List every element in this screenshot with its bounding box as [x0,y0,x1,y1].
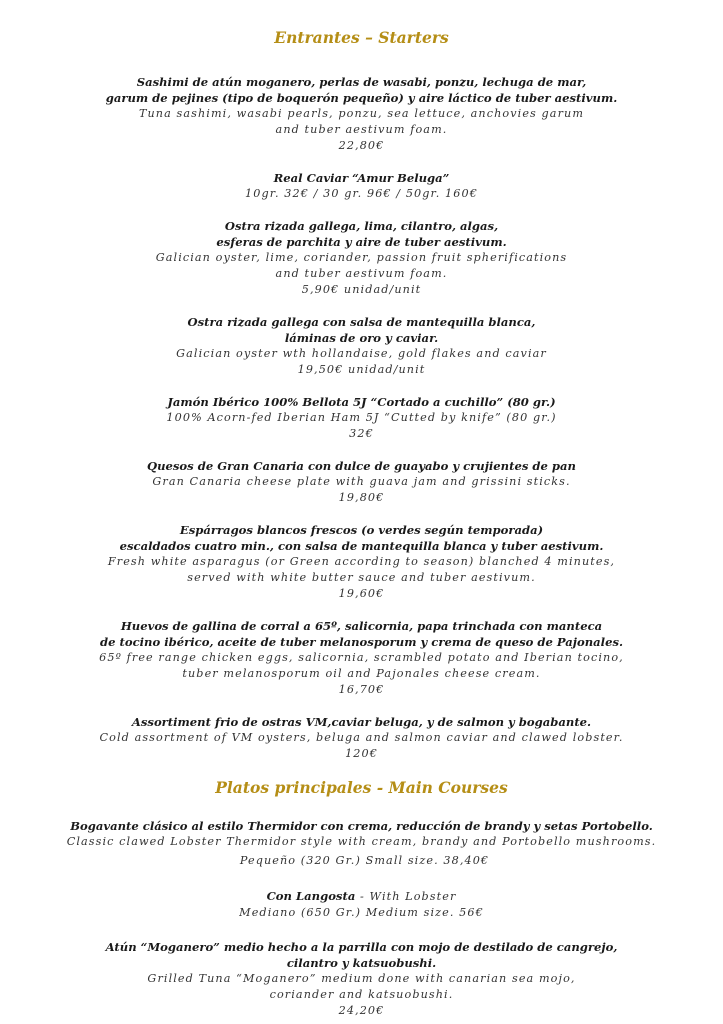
dish-name-es: cilantro y katsuobushi. [286,956,437,970]
dish-price: 120€ [345,747,378,760]
menu-item-tuna-sashimi [0,74,723,154]
dish-desc-en: Gran Canaria cheese plate with guava jam and grissini sticks. [152,475,571,488]
dish-desc-en: Classic clawed Lobster Thermidor style with cream, brandy and Portobello mushrooms. [66,835,657,848]
dish-desc-en: and tuber aestivum foam. [275,267,448,280]
dish-desc-en: coriander and katsuobushi. [269,988,454,1001]
dish-price: 19,80€ [338,491,385,504]
menu-item-caviar [0,170,723,202]
menu-item-lobster-thermidor [0,818,723,869]
menu-item-langosta [0,887,723,921]
dish-price: 5,90€ unidad/unit [301,283,422,296]
dish-name-es: Assortiment frio de ostras VM,caviar beluga, y de salmon y bogabante. [131,715,592,729]
dish-price: 32€ [349,427,374,440]
dish-name-es: esferas de parchita y aire de tuber aestivum. [216,235,507,249]
dish-desc-en: Cold assortment of VM oysters, beluga and salmon caviar and clawed lobster. [99,731,624,744]
main-courses-title: Platos principales - Main Courses [215,778,508,797]
dish-name-es: Jamón Ibérico 100% Bellota 5J “Cortado a cuchillo” (80 gr.) [167,395,556,409]
dish-desc-en: Fresh white asparagus (or Green according to season) blanched 4 minutes, [107,555,616,568]
dish-price: 16,70€ [338,683,385,696]
menu-item-eggs [0,618,723,698]
menu-item-cheese [0,458,723,506]
dish-desc-en: tuber melanosporum oil and Pajonales cheese cream. [182,667,541,680]
dish-desc-en: and tuber aestivum foam. [275,123,448,136]
dish-desc-en: - With Lobster [355,890,457,903]
menu-item-jamon [0,394,723,442]
dish-name-es: escaldados cuatro min., con salsa de mantequilla blanca y tuber aestivum. [119,539,604,553]
menu-item-assortment [0,714,723,762]
dish-price: Mediano (650 Gr.) Medium size. 56€ [239,906,484,919]
dish-name-es: Espárragos blancos frescos (o verdes según temporada) [179,523,544,537]
dish-desc-en: 65º free range chicken eggs, salicornia, scrambled potato and Iberian tocino, [99,651,624,664]
menu-item-asparagus [0,522,723,602]
dish-price: 19,50€ unidad/unit [297,363,426,376]
dish-price: 24,20€ [338,1004,385,1017]
dish-desc-en: Galician oyster, lime, coriander, passion fruit spherifications [155,251,568,264]
dish-price: 19,60€ [338,587,385,600]
dish-price: 10gr. 32€ / 30 gr. 96€ / 50gr. 160€ [245,187,478,200]
dish-name-es: Atún “Moganero” medio hecho a la parrilla con mojo de destilado de cangrejo, [105,940,618,954]
dish-name-es: Bogavante clásico al estilo Thermidor con crema, reducción de brandy y setas Portobello. [70,819,653,833]
menu-item-grilled-tuna [0,939,723,1019]
menu-item-oyster [0,218,723,298]
dish-desc-en: Tuna sashimi, wasabi pearls, ponzu, sea lettuce, anchovies garum [138,107,585,120]
dish-name-es: garum de pejines (tipo de boquerón pequeño) y aire láctico de tuber aestivum. [105,91,618,105]
dish-name-es: Quesos de Gran Canaria con dulce de guayabo y crujientes de pan [147,459,576,473]
dish-name-es: Sashimi de atún moganero, perlas de wasabi, ponzu, lechuga de mar, [136,75,587,89]
starters-title: Entrantes – Starters [274,28,449,47]
dish-price: Pequeño (320 Gr.) Small size. 38,40€ [239,854,490,867]
dish-name-es: de tocino ibérico, aceite de tuber melanosporum y crema de queso de Pajonales. [99,635,624,649]
dish-name-es: láminas de oro y caviar. [284,331,439,345]
dish-name-es: Con Langosta [266,889,356,903]
dish-name-es: Ostra rizada gallega con salsa de mantequilla blanca, [187,315,536,329]
dish-name-es: Ostra rizada gallega, lima, cilantro, algas, [224,219,499,233]
dish-price: 22,80€ [338,139,385,152]
dish-desc-en: Grilled Tuna “Moganero” medium done with canarian sea mojo, [147,972,576,985]
menu-item-oyster-gold [0,314,723,378]
dish-desc-en: served with white butter sauce and tuber aestivum. [187,571,536,584]
dish-name-es: Real Caviar “Amur Beluga” [273,171,450,185]
dish-desc-en: Galician oyster wth hollandaise, gold flakes and caviar [176,347,547,360]
dish-name-es: Huevos de gallina de corral a 65º, salicornia, papa trinchada con manteca [120,619,603,633]
dish-desc-en: 100% Acorn-fed Iberian Ham 5J “Cutted by knife” (80 gr.) [166,411,557,424]
